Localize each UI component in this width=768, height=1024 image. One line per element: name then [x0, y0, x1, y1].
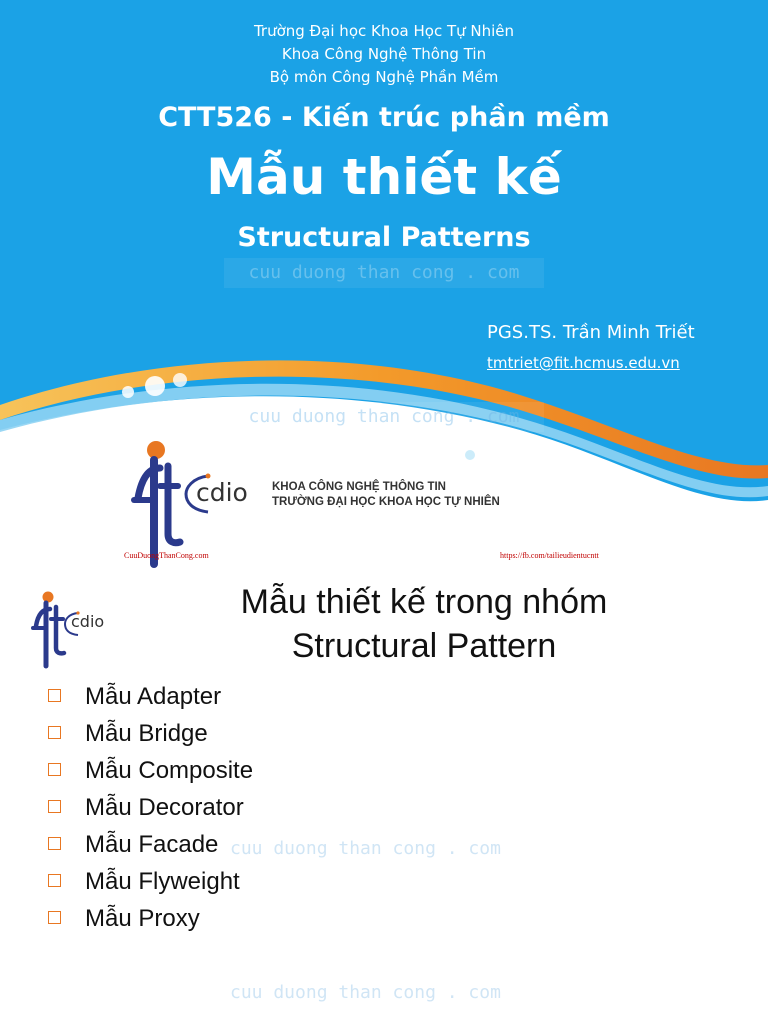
school-line: Trường Đại học Khoa Học Tự Nhiên	[253, 22, 515, 40]
cdio-logo-text: cdio	[196, 478, 248, 507]
cdio-logo-text: cdio	[71, 612, 105, 631]
list-item	[48, 717, 253, 754]
title-line: Structural Pattern	[291, 627, 557, 665]
list-item-label: Mẫu Decorator	[85, 794, 244, 821]
slide-subtitle: Structural Patterns	[237, 222, 531, 253]
source-link-left[interactable]: CuuDuongThanCong.com	[124, 551, 209, 560]
watermark: cuu duong than cong . com	[224, 258, 544, 288]
slide-title: Mẫu thiết kế	[206, 148, 562, 206]
watermark: cuu duong than cong . com	[230, 982, 501, 1003]
list-item-label: Mẫu Bridge	[85, 720, 208, 747]
title-line: Mẫu thiết kế trong nhóm	[240, 583, 608, 621]
watermark: cuu duong than cong . com	[224, 402, 544, 432]
slide-title	[160, 580, 688, 668]
list-item	[48, 828, 253, 865]
school-header	[0, 20, 768, 89]
faculty-line: Khoa Công Nghệ Thông Tin	[281, 45, 487, 63]
square-outline-icon	[48, 874, 61, 887]
list-item-label: Mẫu Proxy	[85, 905, 200, 932]
course-title: CTT526 - Kiến trúc phần mềm	[158, 102, 610, 133]
list-item	[48, 791, 253, 828]
faculty-caption	[272, 480, 500, 510]
list-item	[48, 865, 253, 902]
source-link-right[interactable]: https://fb.com/tailieudientucntt	[500, 551, 599, 560]
square-outline-icon	[48, 726, 61, 739]
author-name: PGS.TS. Trần Minh Triết	[487, 322, 695, 343]
content-slide	[0, 576, 768, 1024]
pattern-list	[48, 680, 253, 939]
square-outline-icon	[48, 689, 61, 702]
square-outline-icon	[48, 911, 61, 924]
department-line: Bộ môn Công Nghệ Phần Mềm	[269, 68, 499, 86]
square-outline-icon	[48, 800, 61, 813]
faculty-caption-line: KHOA CÔNG NGHỆ THÔNG TIN	[272, 481, 446, 493]
square-outline-icon	[48, 837, 61, 850]
list-item	[48, 902, 253, 939]
university-caption-line: TRƯỜNG ĐẠI HỌC KHOA HỌC TỰ NHIÊN	[272, 496, 500, 508]
list-item-label: Mẫu Flyweight	[85, 868, 240, 895]
list-item-label: Mẫu Composite	[85, 757, 254, 784]
list-item-label: Mẫu Adapter	[85, 683, 222, 710]
watermark: cuu duong than cong . com	[230, 838, 501, 859]
square-outline-icon	[48, 763, 61, 776]
list-item-label: Mẫu Facade	[85, 831, 219, 858]
list-item	[48, 680, 253, 717]
list-item	[48, 754, 253, 791]
author-email-link[interactable]: tmtriet@fit.hcmus.edu.vn	[487, 354, 680, 372]
